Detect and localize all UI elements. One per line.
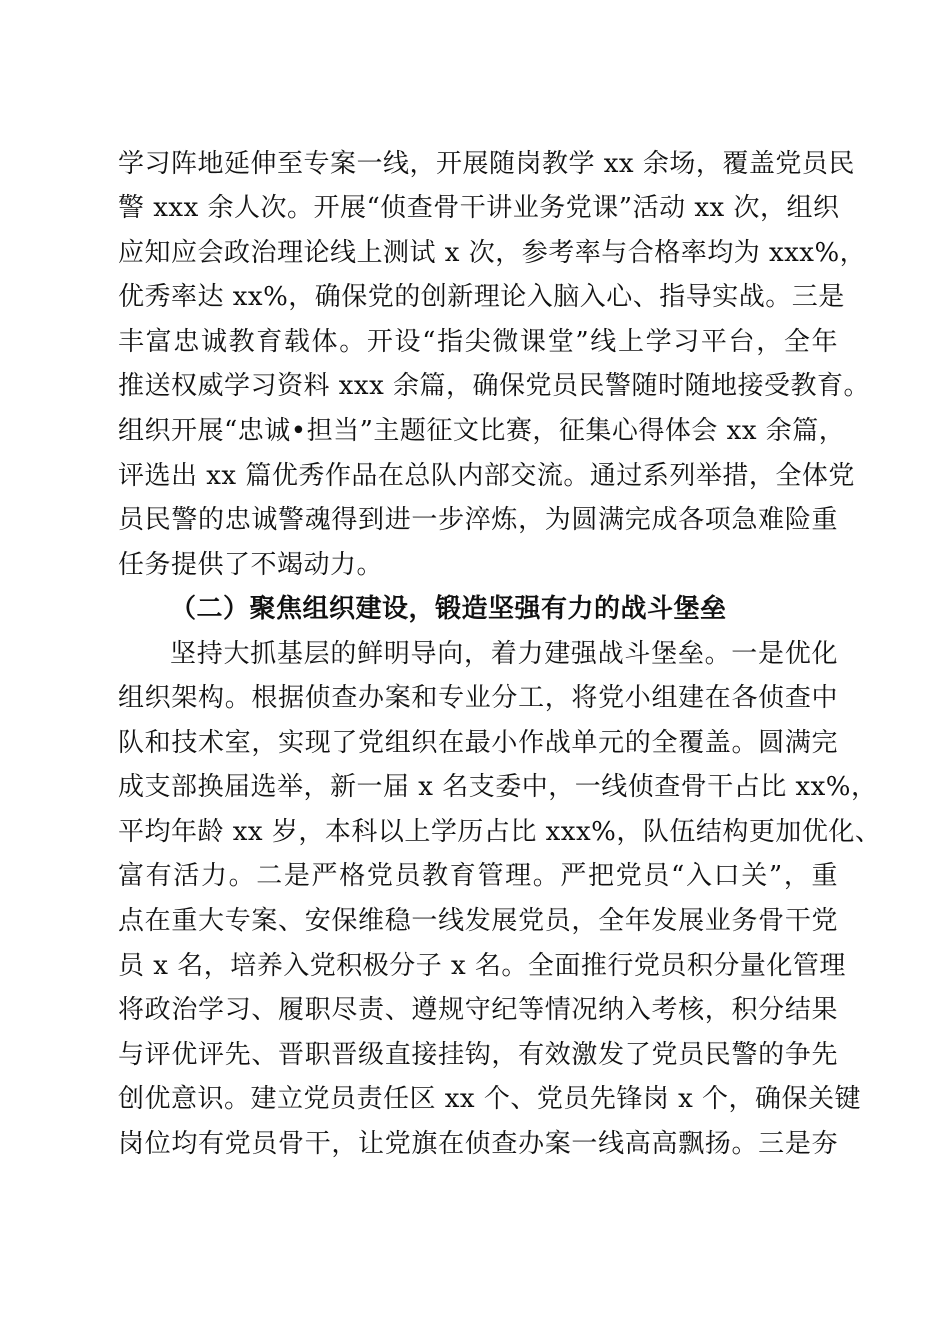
paragraph-line: 队和技术室，实现了党组织在最小作战单元的全覆盖。圆满完 [118, 728, 838, 758]
paragraph-line: 任务提供了不竭动力。 [118, 550, 384, 580]
paragraph-line: 警 xxx 余人次。开展“侦查骨干讲业务党课”活动 xx 次，组织 [118, 193, 840, 223]
paragraph-line: 丰富忠诚教育载体。开设“指尖微课堂”线上学习平台，全年 [118, 327, 838, 357]
paragraph-line: 组织开展“忠诚•担当”主题征文比赛，征集心得体会 xx 余篇， [118, 416, 846, 446]
paragraph-line: 员 x 名，培养入党积极分子 x 名。全面推行党员积分量化管理 [118, 951, 846, 981]
section-heading: （二）聚焦组织建设，锻造坚强有力的战斗堡垒 [170, 594, 727, 624]
paragraph-line: 岗位均有党员骨干，让党旗在侦查办案一线高高飘扬。三是夯 [118, 1129, 838, 1159]
paragraph-line: 平均年龄 xx 岁，本科以上学历占比 xxx%，队伍结构更加优化、 [118, 817, 882, 847]
paragraph-line: 创优意识。建立党员责任区 xx 个、党员先锋岗 x 个，确保关键 [118, 1084, 862, 1114]
paragraph-line: 评选出 xx 篇优秀作品在总队内部交流。通过系列举措，全体党 [118, 461, 855, 491]
paragraph-line: 与评优评先、晋职晋级直接挂钩，有效激发了党员民警的争先 [118, 1040, 838, 1070]
paragraph-line: 学习阵地延伸至专案一线，开展随岗教学 xx 余场，覆盖党员民 [118, 149, 855, 179]
paragraph-line: 将政治学习、履职尽责、遵规守纪等情况纳入考核，积分结果 [118, 995, 838, 1025]
paragraph-line: 优秀率达 xx%，确保党的创新理论入脑入心、指导实战。三是 [118, 282, 845, 312]
paragraph-line: 组织架构。根据侦查办案和专业分工，将党小组建在各侦查中 [118, 683, 838, 713]
paragraph-line: 推送权威学习资料 xxx 余篇，确保党员民警随时随地接受教育。 [118, 371, 871, 401]
paragraph-line: 应知应会政治理论线上测试 x 次，参考率与合格率均为 xxx%， [118, 238, 867, 268]
paragraph-line: 员民警的忠诚警魂得到进一步淬炼，为圆满完成各项急难险重 [118, 505, 838, 535]
paragraph-line: 坚持大抓基层的鲜明导向，着力建强战斗堡垒。一是优化 [170, 639, 838, 669]
paragraph-line: 点在重大专案、安保维稳一线发展党员，全年发展业务骨干党 [118, 906, 838, 936]
paragraph-line: 成支部换届选举，新一届 x 名支委中，一线侦查骨干占比 xx%， [118, 772, 878, 802]
paragraph-line: 富有活力。二是严格党员教育管理。严把党员“入口关”，重 [118, 861, 838, 891]
